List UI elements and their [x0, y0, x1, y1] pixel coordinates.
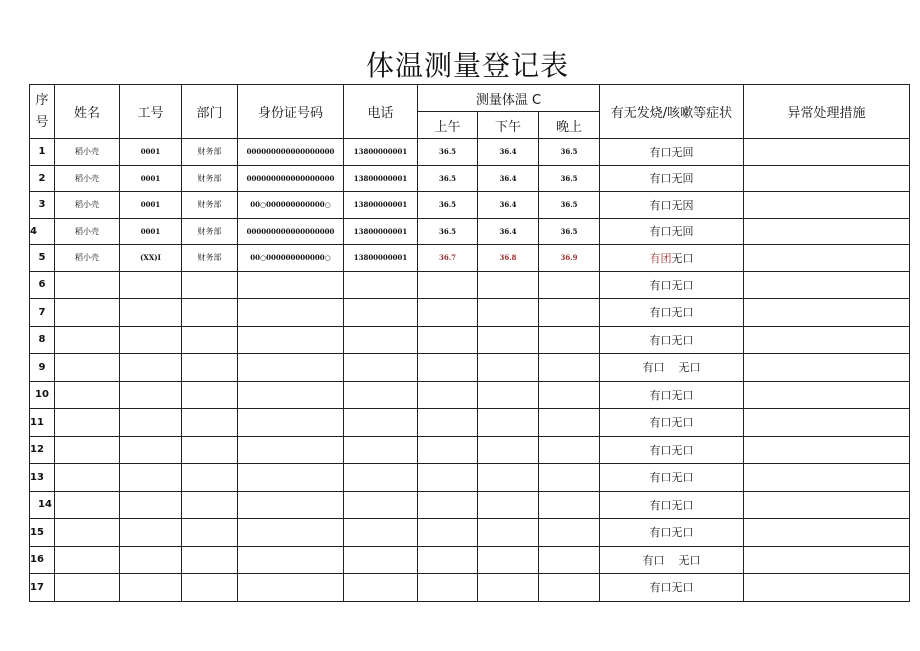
row-seq-cell: 9 — [30, 354, 55, 382]
header-emp-id: 工号 — [120, 85, 182, 139]
row-evening-temp-cell: 36.5 — [539, 218, 600, 245]
row-emp-id-cell: 0001 — [120, 139, 182, 166]
symptom-no-checkbox[interactable]: 无口 — [671, 443, 694, 457]
row-symptoms-cell — [600, 245, 744, 272]
row-dept-cell — [182, 546, 238, 574]
symptom-yes-checkbox[interactable]: 有团 — [649, 251, 672, 265]
row-id-card-cell — [238, 299, 344, 327]
header-afternoon: 下午 — [478, 112, 539, 139]
row-handling-cell[interactable] — [744, 464, 910, 492]
page-title: 体温测量登记表 — [365, 49, 569, 82]
row-morning-temp-cell: 36.5 — [418, 139, 478, 166]
row-emp-id-cell — [120, 409, 182, 437]
row-handling-cell[interactable] — [744, 436, 910, 464]
table-row — [30, 139, 910, 166]
symptom-no-checkbox[interactable]: 无口 — [671, 278, 694, 292]
header-handling: 异常处理措施 — [744, 85, 910, 139]
row-morning-temp-cell — [418, 464, 478, 492]
row-seq-cell: 3 — [30, 192, 55, 219]
symptom-yes-checkbox[interactable]: 有口 — [649, 443, 672, 457]
row-phone-cell — [344, 326, 418, 354]
header-phone: 电话 — [344, 85, 418, 139]
row-afternoon-temp-cell — [478, 271, 539, 299]
row-id-card-cell — [238, 381, 344, 409]
row-emp-id-cell — [120, 546, 182, 574]
row-symptoms-cell — [600, 354, 744, 382]
row-id-card-cell — [238, 519, 344, 547]
row-dept-cell — [182, 519, 238, 547]
row-phone-cell — [344, 519, 418, 547]
row-symptoms-cell — [600, 436, 744, 464]
row-afternoon-temp-cell: 36.4 — [478, 192, 539, 219]
row-afternoon-temp-cell — [478, 519, 539, 547]
row-morning-temp-cell — [418, 381, 478, 409]
row-dept-cell: 财务部 — [182, 139, 238, 166]
row-emp-id-cell — [120, 326, 182, 354]
row-emp-id-cell — [120, 271, 182, 299]
header-seq-label: 序号 — [35, 92, 49, 130]
symptom-yes-checkbox[interactable]: 有口 — [649, 581, 672, 595]
row-phone-cell — [344, 546, 418, 574]
symptom-no-checkbox[interactable]: 无口 — [671, 251, 694, 265]
row-id-card-cell: 00○000000000000○ — [238, 245, 344, 272]
symptom-yes-checkbox[interactable]: 有口 — [642, 553, 665, 567]
row-name-cell: 稻小壳 — [55, 165, 120, 192]
table-row — [30, 546, 910, 574]
row-morning-temp-cell — [418, 326, 478, 354]
row-id-card-cell — [238, 409, 344, 437]
header-temperature: 测量体温 C — [418, 85, 600, 112]
row-phone-cell — [344, 271, 418, 299]
row-phone-cell — [344, 574, 418, 602]
row-evening-temp-cell — [539, 354, 600, 382]
row-emp-id-cell — [120, 574, 182, 602]
row-dept-cell — [182, 299, 238, 327]
table-row — [30, 381, 910, 409]
symptom-no-checkbox[interactable]: 无口 — [671, 581, 694, 595]
row-afternoon-temp-cell: 36.4 — [478, 218, 539, 245]
symptom-no-checkbox[interactable]: 无因 — [671, 198, 694, 212]
table-row — [30, 436, 910, 464]
row-emp-id-cell — [120, 464, 182, 492]
row-id-card-cell: 000000000000000000 — [238, 139, 344, 166]
row-name-cell — [55, 519, 120, 547]
row-evening-temp-cell: 36.5 — [539, 165, 600, 192]
row-afternoon-temp-cell — [478, 381, 539, 409]
symptom-yes-checkbox[interactable]: 有口 — [649, 306, 672, 320]
row-evening-temp-cell — [539, 546, 600, 574]
row-name-cell — [55, 299, 120, 327]
row-phone-cell — [344, 464, 418, 492]
row-morning-temp-cell: 36.7 — [418, 245, 478, 272]
row-id-card-cell: 000000000000000000 — [238, 218, 344, 245]
row-morning-temp-cell — [418, 354, 478, 382]
row-symptoms-cell — [600, 165, 744, 192]
table-row — [30, 299, 910, 327]
row-id-card-cell — [238, 326, 344, 354]
row-morning-temp-cell — [418, 299, 478, 327]
row-name-cell: 稻小壳 — [55, 192, 120, 219]
row-emp-id-cell — [120, 354, 182, 382]
row-seq-cell: 7 — [30, 299, 55, 327]
table-row — [30, 326, 910, 354]
row-evening-temp-cell — [539, 491, 600, 519]
row-phone-cell — [344, 381, 418, 409]
symptom-no-checkbox[interactable]: 无口 — [671, 333, 694, 347]
symptom-yes-checkbox[interactable]: 有口 — [649, 416, 672, 430]
symptom-no-checkbox[interactable]: 无回 — [671, 145, 694, 159]
table-row — [30, 245, 910, 272]
header-morning: 上午 — [418, 112, 478, 139]
row-symptoms-cell — [600, 271, 744, 299]
row-name-cell — [55, 491, 120, 519]
row-emp-id-cell: 0001 — [120, 165, 182, 192]
row-dept-cell — [182, 464, 238, 492]
row-afternoon-temp-cell: 36.4 — [478, 165, 539, 192]
table-row — [30, 519, 910, 547]
row-dept-cell — [182, 574, 238, 602]
symptom-no-checkbox[interactable]: 无回 — [671, 172, 694, 186]
symptom-yes-checkbox[interactable]: 有口 — [649, 198, 672, 212]
row-handling-cell[interactable] — [744, 299, 910, 327]
row-id-card-cell — [238, 436, 344, 464]
symptom-yes-checkbox[interactable]: 有口 — [649, 172, 672, 186]
row-dept-cell — [182, 381, 238, 409]
row-handling-cell[interactable] — [744, 574, 910, 602]
row-seq-cell: 14 — [30, 491, 55, 519]
row-emp-id-cell — [120, 491, 182, 519]
row-name-cell — [55, 354, 120, 382]
row-morning-temp-cell — [418, 519, 478, 547]
table-row — [30, 218, 910, 245]
row-morning-temp-cell — [418, 491, 478, 519]
row-dept-cell: 财务部 — [182, 218, 238, 245]
row-morning-temp-cell — [418, 271, 478, 299]
row-emp-id-cell: 0001 — [120, 192, 182, 219]
row-dept-cell: 财务部 — [182, 165, 238, 192]
symptom-yes-checkbox[interactable]: 有口 — [649, 278, 672, 292]
row-symptoms-cell — [600, 464, 744, 492]
row-afternoon-temp-cell — [478, 299, 539, 327]
row-id-card-cell: 00○000000000000○ — [238, 192, 344, 219]
row-name-cell — [55, 409, 120, 437]
row-handling-cell[interactable] — [744, 271, 910, 299]
row-evening-temp-cell — [539, 574, 600, 602]
row-handling-cell[interactable] — [744, 354, 910, 382]
row-name-cell — [55, 436, 120, 464]
symptom-yes-checkbox[interactable]: 有口 — [649, 145, 672, 159]
row-afternoon-temp-cell — [478, 409, 539, 437]
row-handling-cell[interactable] — [744, 381, 910, 409]
symptom-no-checkbox[interactable]: 无回 — [671, 225, 694, 239]
row-seq-cell: 2 — [30, 165, 55, 192]
row-id-card-cell — [238, 546, 344, 574]
row-symptoms-cell — [600, 326, 744, 354]
row-handling-cell[interactable] — [744, 139, 910, 166]
row-seq-cell: 15 — [30, 519, 55, 547]
row-phone-cell — [344, 299, 418, 327]
row-seq-cell: 6 — [30, 271, 55, 299]
symptom-yes-checkbox[interactable]: 有口 — [649, 225, 672, 239]
row-handling-cell[interactable] — [744, 546, 910, 574]
row-id-card-cell — [238, 574, 344, 602]
row-afternoon-temp-cell — [478, 491, 539, 519]
row-name-cell — [55, 326, 120, 354]
row-seq-cell: 12 — [30, 436, 55, 464]
row-symptoms-cell — [600, 139, 744, 166]
row-emp-id-cell: 0001 — [120, 218, 182, 245]
row-handling-cell[interactable] — [744, 519, 910, 547]
row-afternoon-temp-cell — [478, 436, 539, 464]
row-seq-cell: 16 — [30, 546, 55, 574]
row-afternoon-temp-cell — [478, 574, 539, 602]
row-name-cell: 稻小壳 — [55, 139, 120, 166]
row-handling-cell[interactable] — [744, 491, 910, 519]
row-emp-id-cell — [120, 381, 182, 409]
row-afternoon-temp-cell — [478, 546, 539, 574]
row-phone-cell — [344, 436, 418, 464]
row-evening-temp-cell — [539, 464, 600, 492]
row-symptoms-cell — [600, 299, 744, 327]
row-morning-temp-cell: 36.5 — [418, 218, 478, 245]
row-morning-temp-cell — [418, 546, 478, 574]
row-phone-cell: 13800000001 — [344, 245, 418, 272]
row-seq-cell: 4 — [30, 218, 55, 245]
row-name-cell — [55, 271, 120, 299]
row-id-card-cell — [238, 354, 344, 382]
row-phone-cell — [344, 491, 418, 519]
symptom-no-checkbox[interactable]: 无口 — [671, 498, 694, 512]
symptom-yes-checkbox[interactable]: 有口 — [649, 388, 672, 402]
row-seq-cell: 17 — [30, 574, 55, 602]
row-morning-temp-cell: 36.5 — [418, 165, 478, 192]
row-evening-temp-cell: 36.5 — [539, 192, 600, 219]
symptom-no-checkbox[interactable]: 无口 — [671, 416, 694, 430]
row-dept-cell: 财务部 — [182, 192, 238, 219]
row-id-card-cell: 000000000000000000 — [238, 165, 344, 192]
row-symptoms-cell — [600, 491, 744, 519]
row-phone-cell: 13800000001 — [344, 165, 418, 192]
symptom-yes-checkbox[interactable]: 有口 — [642, 361, 665, 375]
row-afternoon-temp-cell — [478, 464, 539, 492]
symptom-yes-checkbox[interactable]: 有口 — [649, 526, 672, 540]
row-id-card-cell — [238, 271, 344, 299]
row-handling-cell[interactable] — [744, 218, 910, 245]
row-morning-temp-cell — [418, 574, 478, 602]
row-dept-cell — [182, 271, 238, 299]
row-evening-temp-cell: 36.9 — [539, 245, 600, 272]
row-seq-cell: 11 — [30, 409, 55, 437]
row-seq-cell: 5 — [30, 245, 55, 272]
row-dept-cell — [182, 354, 238, 382]
row-phone-cell: 13800000001 — [344, 218, 418, 245]
row-phone-cell: 13800000001 — [344, 192, 418, 219]
table-row — [30, 354, 910, 382]
row-phone-cell: 13800000001 — [344, 139, 418, 166]
row-morning-temp-cell: 36.5 — [418, 192, 478, 219]
row-emp-id-cell — [120, 436, 182, 464]
row-symptoms-cell — [600, 381, 744, 409]
header-id-card: 身份证号码 — [238, 85, 344, 139]
row-afternoon-temp-cell — [478, 354, 539, 382]
row-emp-id-cell — [120, 519, 182, 547]
row-evening-temp-cell — [539, 326, 600, 354]
row-handling-cell[interactable] — [744, 326, 910, 354]
row-name-cell: 稻小壳 — [55, 245, 120, 272]
table-row — [30, 192, 910, 219]
header-name: 姓名 — [55, 85, 120, 139]
row-name-cell: 稻小壳 — [55, 218, 120, 245]
row-name-cell — [55, 546, 120, 574]
table-row — [30, 464, 910, 492]
row-phone-cell — [344, 409, 418, 437]
row-dept-cell — [182, 326, 238, 354]
header-seq — [30, 85, 55, 139]
table-row — [30, 165, 910, 192]
temperature-register-table — [29, 84, 910, 602]
row-seq-cell: 1 — [30, 139, 55, 166]
symptom-yes-checkbox[interactable]: 有口 — [649, 471, 672, 485]
row-handling-cell[interactable] — [744, 192, 910, 219]
table-row — [30, 574, 910, 602]
symptom-no-checkbox[interactable]: 无口 — [671, 388, 694, 402]
symptom-no-checkbox[interactable]: 无口 — [671, 471, 694, 485]
header-symptoms: 有无发烧/咳嗽等症状 — [600, 85, 744, 139]
row-evening-temp-cell: 36.5 — [539, 139, 600, 166]
symptom-no-checkbox[interactable]: 无口 — [678, 553, 701, 567]
symptom-no-checkbox[interactable]: 无口 — [678, 361, 701, 375]
row-name-cell — [55, 464, 120, 492]
row-symptoms-cell — [600, 192, 744, 219]
row-afternoon-temp-cell: 36.8 — [478, 245, 539, 272]
row-evening-temp-cell — [539, 409, 600, 437]
table-row — [30, 491, 910, 519]
row-handling-cell[interactable] — [744, 409, 910, 437]
row-symptoms-cell — [600, 546, 744, 574]
row-evening-temp-cell — [539, 519, 600, 547]
header-dept: 部门 — [182, 85, 238, 139]
row-dept-cell — [182, 491, 238, 519]
row-seq-cell: 13 — [30, 464, 55, 492]
row-seq-cell: 10 — [30, 381, 55, 409]
table-row — [30, 409, 910, 437]
header-evening: 晚上 — [539, 112, 600, 139]
row-name-cell — [55, 574, 120, 602]
row-dept-cell — [182, 436, 238, 464]
row-handling-cell[interactable] — [744, 165, 910, 192]
row-phone-cell — [344, 354, 418, 382]
row-symptoms-cell — [600, 574, 744, 602]
row-dept-cell: 财务部 — [182, 245, 238, 272]
symptom-no-checkbox[interactable]: 无口 — [671, 306, 694, 320]
row-dept-cell — [182, 409, 238, 437]
row-evening-temp-cell — [539, 436, 600, 464]
row-evening-temp-cell — [539, 271, 600, 299]
table-row — [30, 271, 910, 299]
row-symptoms-cell — [600, 409, 744, 437]
row-symptoms-cell — [600, 519, 744, 547]
symptom-no-checkbox[interactable]: 无口 — [671, 526, 694, 540]
row-afternoon-temp-cell: 36.4 — [478, 139, 539, 166]
row-id-card-cell — [238, 491, 344, 519]
row-id-card-cell — [238, 464, 344, 492]
row-name-cell — [55, 381, 120, 409]
row-evening-temp-cell — [539, 381, 600, 409]
row-emp-id-cell — [120, 299, 182, 327]
row-morning-temp-cell — [418, 436, 478, 464]
row-symptoms-cell — [600, 218, 744, 245]
row-afternoon-temp-cell — [478, 326, 539, 354]
row-emp-id-cell: (XX)I — [120, 245, 182, 272]
row-evening-temp-cell — [539, 299, 600, 327]
symptom-yes-checkbox[interactable]: 有口 — [649, 333, 672, 347]
row-handling-cell[interactable] — [744, 245, 910, 272]
row-seq-cell: 8 — [30, 326, 55, 354]
symptom-yes-checkbox[interactable]: 有口 — [649, 498, 672, 512]
row-morning-temp-cell — [418, 409, 478, 437]
